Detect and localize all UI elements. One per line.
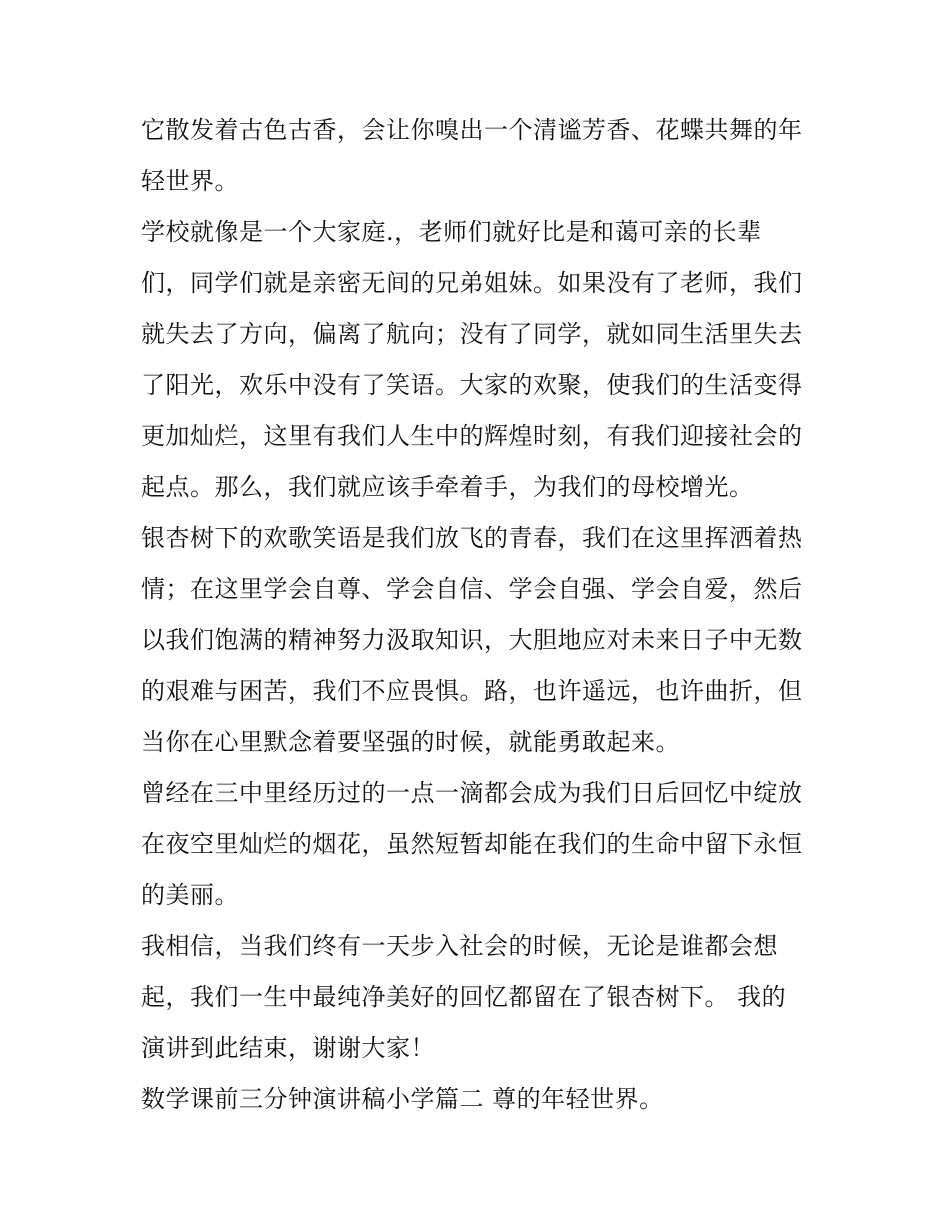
text-line: 当你在心里默念着要坚强的时候，就能勇敢起来。: [141, 728, 680, 756]
text-line: 演讲到此结束，谢谢大家！: [141, 1034, 435, 1062]
text-line: 的美丽。: [141, 881, 239, 909]
text-line: 轻世界。: [141, 167, 239, 195]
text-line: 们，同学们就是亲密无间的兄弟姐妹。如果没有了老师，我们: [141, 269, 803, 297]
text-line: 它散发着古色古香，会让你嗅出一个清谧芳香、花蝶共舞的年: [141, 116, 803, 144]
text-line: 数学课前三分钟演讲稿小学篇二 尊的年轻世界。: [141, 1085, 664, 1113]
text-line: 情；在这里学会自尊、学会自信、学会自强、学会自爱，然后: [141, 575, 803, 603]
text-line: 曾经在三中里经历过的一点一滴都会成为我们日后回忆中绽放: [141, 779, 803, 807]
text-line: 起点。那么，我们就应该手牵着手，为我们的母校增光。: [141, 473, 754, 501]
text-line: 在夜空里灿烂的烟花，虽然短暂却能在我们的生命中留下永恒: [141, 830, 803, 858]
text-line: 银杏树下的欢歌笑语是我们放飞的青春，我们在这里挥洒着热: [141, 524, 803, 552]
text-line: 以我们饱满的精神努力汲取知识，大胆地应对未来日子中无数: [141, 626, 803, 654]
text-line: 我相信，当我们终有一天步入社会的时候，无论是谁都会想: [141, 932, 778, 960]
text-line: 学校就像是一个大家庭.，老师们就好比是和蔼可亲的长辈: [141, 218, 762, 246]
text-line: 就失去了方向，偏离了航向；没有了同学，就如同生活里失去: [141, 320, 803, 348]
text-line: 更加灿烂，这里有我们人生中的辉煌时刻，有我们迎接社会的: [141, 422, 803, 450]
text-line: 起，我们一生中最纯净美好的回忆都留在了银杏树下。 我的: [141, 983, 787, 1011]
text-line: 了阳光，欢乐中没有了笑语。大家的欢聚，使我们的生活变得: [141, 371, 803, 399]
text-line: 的艰难与困苦，我们不应畏惧。路，也许遥远，也许曲折，但: [141, 677, 803, 705]
